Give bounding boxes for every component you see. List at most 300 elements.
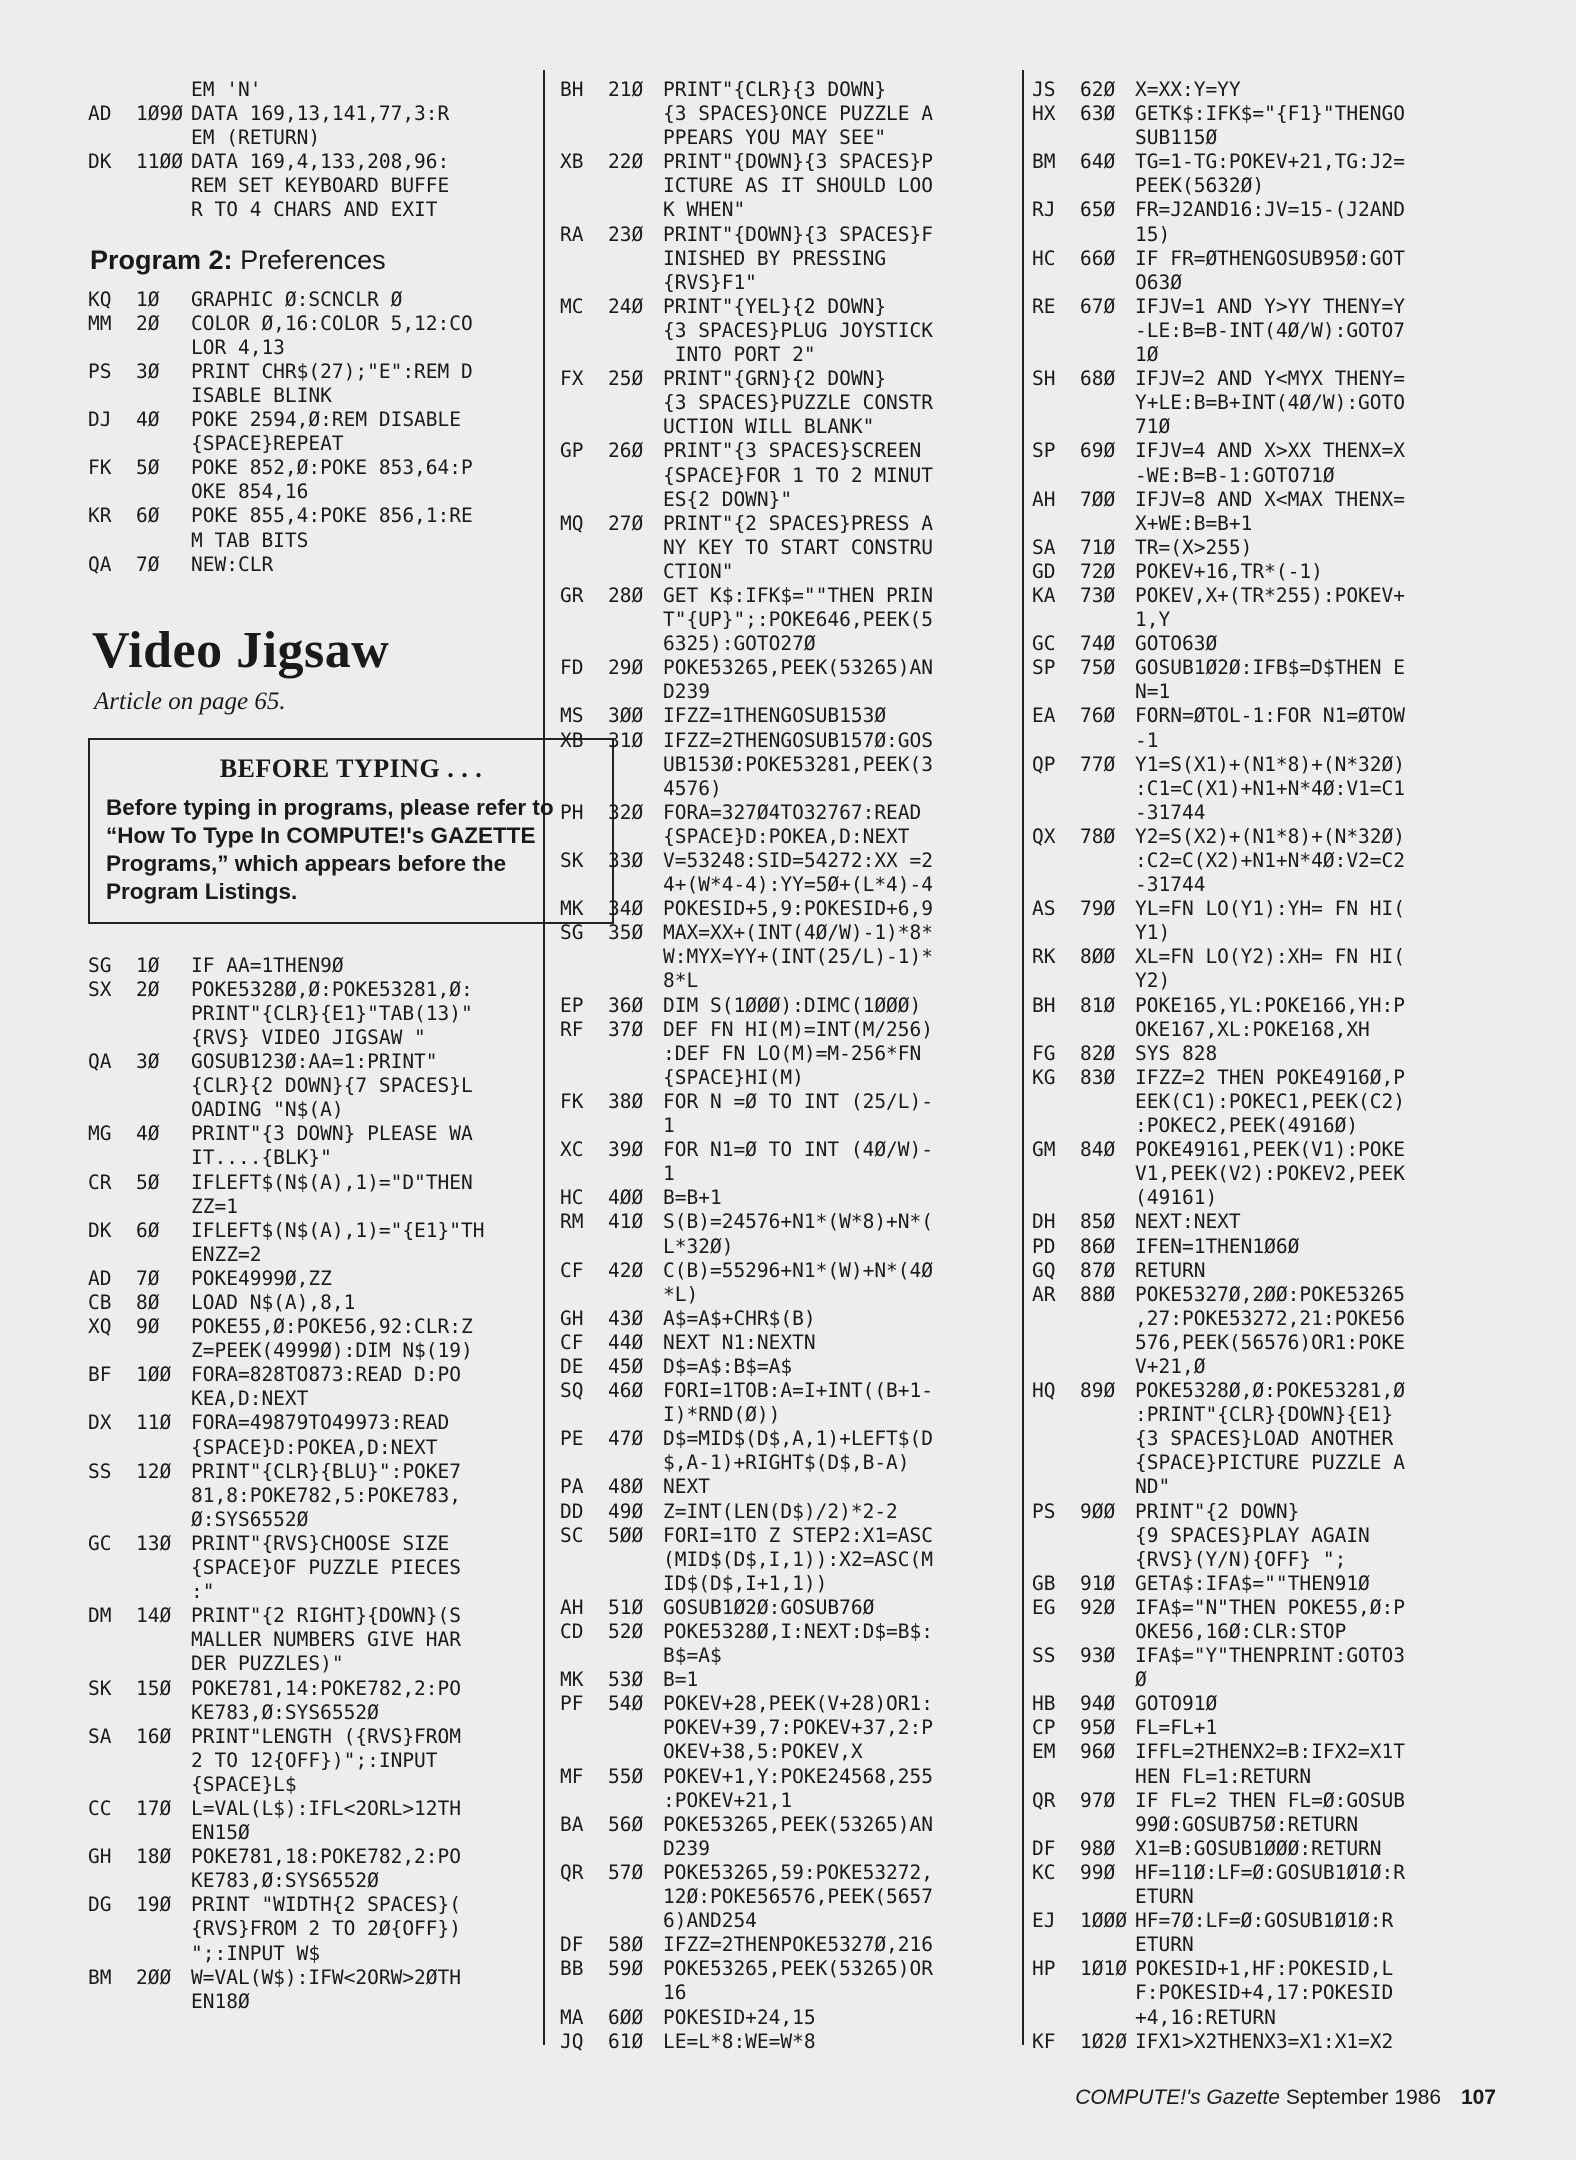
code-text: POKE4999Ø,ZZ [191,1266,332,1290]
line-number: 4Ø [136,408,160,432]
line-number: 81Ø [1080,993,1116,1017]
code-text: LOR 4,13 [191,335,285,359]
code-line [88,1195,528,1219]
code-text: KE783,Ø:SYS6552Ø [191,1700,379,1724]
line-number: 72Ø [1080,559,1116,583]
code-line [560,367,1040,391]
code-line [88,288,528,312]
code-text: C(B)=55296+N1*(W)+N*(4Ø [663,1258,934,1282]
code-text: RETURN [1135,1258,1206,1282]
line-number: 47Ø [608,1427,644,1451]
code-line [88,336,528,360]
code-line [560,1066,1040,1090]
checksum: RF [560,1017,584,1041]
code-text: Y+LE:B=B+INT(4Ø/W):GOTO [1135,391,1406,415]
code-line [88,1411,528,1435]
code-line [1032,825,1512,849]
code-text: DER PUZZLES)" [191,1652,344,1676]
code-line [88,1002,528,1026]
line-number: 34Ø [608,897,644,921]
line-number: 15Ø [136,1676,172,1700]
code-line [88,1966,528,1990]
code-line [560,174,1040,198]
code-line [560,1524,1040,1548]
code-line [560,1162,1040,1186]
checksum: CF [560,1258,584,1282]
checksum: CP [1032,1716,1056,1740]
code-line [560,1885,1040,1909]
code-line [1032,2030,1512,2054]
code-line [1032,1909,1512,1933]
line-number: 95Ø [1080,1716,1116,1740]
code-text: POKESID+1,HF:POKESID,L [1135,1957,1394,1981]
line-number: 44Ø [608,1330,644,1354]
code-text: B$=A$ [663,1644,722,1668]
code-line [1032,271,1512,295]
line-number: 63Ø [1080,102,1116,126]
before-typing-title: BEFORE TYPING . . . [219,753,483,783]
code-text: Y1) [1135,921,1171,945]
line-number: 53Ø [608,1668,644,1692]
line-number: 77Ø [1080,752,1116,776]
code-text: LE=L*8:WE=W*8 [663,2029,816,2053]
checksum: AH [1032,487,1056,511]
line-number: 97Ø [1080,1788,1116,1812]
checksum: DH [1032,1210,1056,1234]
code-text: X1=B:GOSUB1ØØØ:RETURN [1135,1836,1382,1860]
code-text: PRINT"LENGTH ({RVS}FROM [191,1724,462,1748]
code-line [560,319,1040,343]
line-number: 23Ø [608,222,644,246]
code-line [88,954,528,978]
code-text: IFFL=2THENX2=B:IFX2=X1T [1135,1740,1406,1764]
code-line [88,1604,528,1628]
video-jigsaw-listing-part2 [560,78,1040,2054]
code-line [1032,1018,1512,1042]
code-text: -1 [1135,728,1159,752]
line-number: 19Ø [136,1893,172,1917]
code-text: PRINT"{CLR}{3 DOWN} [663,78,887,101]
code-line [1032,656,1512,680]
code-text: (49161) [1135,1186,1218,1210]
line-number: 54Ø [608,1692,644,1716]
code-text: HF=11Ø:LF=Ø:GOSUB1Ø1Ø:R [1135,1860,1406,1884]
code-line [560,415,1040,439]
code-text: EN18Ø [191,1989,250,2013]
code-text: NEW:CLR [191,552,274,576]
code-line [1032,174,1512,198]
code-text: SUB115Ø [1135,126,1218,150]
code-line [1032,1861,1512,1885]
code-line [88,1387,528,1411]
code-line [88,1219,528,1243]
code-line [560,1740,1040,1764]
code-text: HEN FL=1:RETURN [1135,1764,1312,1788]
video-jigsaw-listing-part3 [1032,78,1512,2054]
code-text: HF=7Ø:LF=Ø:GOSUB1Ø1Ø:R [1135,1909,1394,1933]
code-text: {3 SPACES}ONCE PUZZLE A [663,102,934,126]
code-text: TG=1-TG:POKEV+21,TG:J2= [1135,150,1406,174]
code-line [88,150,528,174]
code-line [1032,1186,1512,1210]
code-text: POKE781,18:POKE782,2:PO [191,1845,462,1869]
code-text: {3 SPACES}PLUG JOYSTICK [663,318,934,342]
checksum: DJ [88,408,112,432]
code-line [1032,512,1512,536]
page-footer [1075,2086,1496,2110]
line-number: 36Ø [608,993,644,1017]
checksum: AS [1032,897,1056,921]
code-line [560,102,1040,126]
code-text: IFLEFT$(N$(A),1)="D"THEN [191,1170,473,1194]
code-text: IFEN=1THEN1Ø6Ø [1135,1234,1300,1258]
code-text: FORN=ØTOL-1:FOR N1=ØTOW [1135,704,1406,728]
line-number: 5ØØ [608,1523,644,1547]
code-line [560,78,1040,102]
line-number: 91Ø [1080,1571,1116,1595]
code-text: POKE49161,PEEK(V1):POKE [1135,1138,1406,1162]
code-text: FORA=327Ø4TO32767:READ [663,800,922,824]
code-line [88,553,528,577]
code-line [1032,1138,1512,1162]
code-line [88,312,528,336]
code-text: FORA=828TO873:READ D:PO [191,1363,462,1387]
code-text: {SPACE}HI(M) [663,1065,804,1089]
checksum: GP [560,439,584,463]
code-text: Z=PEEK(4999Ø):DIM N$(19) [191,1339,473,1363]
code-text: IT....{BLK}" [191,1146,332,1170]
line-number: 21Ø [608,78,644,101]
code-line [1032,1596,1512,1620]
code-line [560,729,1040,753]
code-text: EEK(C1):POKEC1,PEEK(C2) [1135,1089,1406,1113]
line-number: 98Ø [1080,1836,1116,1860]
code-line [88,1893,528,1917]
code-text: $,A-1)+RIGHT$(D$,B-A) [663,1451,910,1475]
checksum: DF [560,1933,584,1957]
code-text: PRINT"{2 SPACES}PRESS A [663,511,934,535]
video-jigsaw-listing-part1 [88,954,528,2014]
line-number: 35Ø [608,921,644,945]
code-text: FORI=1TO Z STEP2:X1=ASC [663,1523,934,1547]
code-text: POKESID+24,15 [663,2005,816,2029]
code-line [1032,1451,1512,1475]
code-text: POKE5327Ø,2ØØ:POKE53265 [1135,1282,1406,1306]
line-number: 84Ø [1080,1138,1116,1162]
code-text: 1 [663,1162,675,1186]
checksum: MK [560,897,584,921]
code-text: W=VAL(W$):IFW<2ORW>2ØTH [191,1965,462,1989]
checksum: EP [560,993,584,1017]
line-number: 22Ø [608,150,644,174]
page-number: 107 [1460,2086,1496,2109]
code-text: ETURN [1135,1933,1194,1957]
code-text: R TO 4 CHARS AND EXIT [191,198,438,222]
code-line [1032,1524,1512,1548]
code-line [1032,777,1512,801]
code-text: F:POKESID+4,17:POKESID [1135,1981,1394,2005]
checksum: KA [1032,583,1056,607]
code-text: EM 'N' [191,78,262,101]
checksum: GD [1032,559,1056,583]
code-line [88,1821,528,1845]
line-number: 64Ø [1080,150,1116,174]
code-text: ENZZ=2 [191,1242,262,1266]
line-number: 9ØØ [1080,1499,1116,1523]
code-line [1032,319,1512,343]
checksum: RM [560,1210,584,1234]
checksum: HX [1032,102,1056,126]
code-text: FL=FL+1 [1135,1716,1218,1740]
code-line [88,1146,528,1170]
code-text: FORI=1TOB:A=I+INT((B+1- [663,1379,934,1403]
line-number: 25Ø [608,367,644,391]
code-line [560,198,1040,222]
line-number: 3Ø [136,359,160,383]
line-number: 43Ø [608,1306,644,1330]
line-number: 94Ø [1080,1692,1116,1716]
code-line [88,102,528,126]
checksum: RK [1032,945,1056,969]
code-line [560,897,1040,921]
code-text: K WHEN" [663,198,746,222]
line-number: 7Ø [136,552,160,576]
code-text: PRINT"{2 DOWN} [1135,1499,1300,1523]
code-text: 15) [1135,222,1171,246]
code-text: 6325):GOTO27Ø [663,632,816,656]
line-number: 99Ø [1080,1860,1116,1884]
checksum: PS [1032,1499,1056,1523]
code-line [560,2006,1040,2030]
code-line [1032,2006,1512,2030]
line-number: 42Ø [608,1258,644,1282]
line-number: 2Ø [136,977,160,1001]
footer-issue: September 1986 [1285,2086,1442,2109]
line-number: 1Ø1Ø [1080,1957,1127,1981]
line-number: 1Ø [136,953,160,977]
code-line [1032,343,1512,367]
code-line [1032,223,1512,247]
code-text: *L) [663,1282,699,1306]
code-text: ES{2 DOWN}" [663,487,793,511]
checksum: HP [1032,1957,1056,1981]
code-text: PRINT"{CLR}{BLU}":POKE7 [191,1459,462,1483]
line-number: 83Ø [1080,1065,1116,1089]
code-text: {SPACE}OF PUZZLE PIECES [191,1556,462,1580]
program2-heading-lead: Program 2: [90,244,233,275]
code-line [560,1042,1040,1066]
code-text: IFJV=1 AND Y>YY THENY=Y [1135,294,1406,318]
code-text: PRINT "WIDTH{2 SPACES}( [191,1893,462,1917]
code-line [88,360,528,384]
before-typing-box [88,738,614,924]
checksum: SC [560,1523,584,1547]
checksum: EA [1032,704,1056,728]
line-number: 1Ø [136,287,160,311]
code-line [88,529,528,553]
code-line [88,1580,528,1604]
checksum: SQ [560,1379,584,1403]
checksum: CC [88,1796,112,1820]
checksum: BM [88,1965,112,1989]
code-text: {RVS} VIDEO JIGSAW " [191,1025,426,1049]
before-typing-body: Before typing in programs, please refer to “How To Type In COMPUTE!'s GAZETTE Programs,” which appears before the Program Listings. [106,794,554,904]
code-line [560,1379,1040,1403]
code-line [1032,488,1512,512]
code-text: PRINT"{DOWN}{3 SPACES}F [663,222,934,246]
code-text: FR=J2AND16:JV=15-(J2AND [1135,198,1406,222]
code-line [560,1259,1040,1283]
checksum: EJ [1032,1909,1056,1933]
code-line [88,1701,528,1725]
checksum: MC [560,294,584,318]
code-text: DATA 169,4,133,208,96: [191,150,450,174]
code-line [88,1869,528,1893]
code-line [1032,1210,1512,1234]
checksum: PD [1032,1234,1056,1258]
code-text: NEXT [663,1475,710,1499]
code-text: IFZZ=2THENGOSUB157Ø:GOS [663,728,934,752]
code-line [560,464,1040,488]
line-number: 86Ø [1080,1234,1116,1258]
code-text: KE783,Ø:SYS6552Ø [191,1869,379,1893]
code-text: 4+(W*4-4):YY=5Ø+(L*4)-4 [663,873,934,897]
code-text: :C2=C(X2)+N1+N*4Ø:V2=C2 [1135,849,1406,872]
line-number: 55Ø [608,1764,644,1788]
code-line [560,608,1040,632]
line-number: 3Ø [136,1050,160,1074]
code-text: PRINT"{3 DOWN} PLEASE WA [191,1122,473,1146]
code-text: POKE 855,4:POKE 856,1:RE [191,504,473,528]
line-number: 67Ø [1080,294,1116,318]
code-line [88,1098,528,1122]
line-number: 87Ø [1080,1258,1116,1282]
code-text: {9 SPACES}PLAY AGAIN [1135,1523,1370,1547]
checksum: QR [560,1860,584,1884]
checksum: XC [560,1138,584,1162]
code-text: B=B+1 [663,1186,722,1210]
code-text: ND" [1135,1475,1171,1499]
code-line [560,247,1040,271]
code-text: {SPACE}FOR 1 TO 2 MINUT [663,463,934,487]
checksum: SK [560,849,584,872]
code-text: GOTO91Ø [1135,1692,1218,1716]
article-subtitle: Article on page 65. [94,687,286,715]
code-text: {SPACE}L$ [191,1772,297,1796]
code-line [1032,102,1512,126]
code-text: D239 [663,1836,710,1860]
code-text: A$=A$+CHR$(B) [663,1306,816,1330]
code-line [560,849,1040,873]
code-text: ETURN [1135,1885,1194,1909]
line-number: 52Ø [608,1620,644,1643]
code-text: V1,PEEK(V2):POKEV2,PEEK [1135,1162,1406,1186]
code-text: XL=FN LO(Y2):XH= FN HI( [1135,945,1406,969]
code-text: +4,16:RETURN [1135,2005,1276,2029]
code-line [1032,295,1512,319]
code-line [1032,1548,1512,1572]
code-line [560,488,1040,512]
checksum: DK [88,1218,112,1242]
line-number: 75Ø [1080,656,1116,680]
code-line [1032,150,1512,174]
line-number: 61Ø [608,2029,644,2053]
code-text: IFJV=8 AND X<MAX THENX= [1135,487,1406,511]
code-text: PRINT CHR$(27);"E":REM D [191,359,473,383]
code-text: (MID$(D$,I,1)):X2=ASC(M [663,1547,934,1571]
checksum: PF [560,1692,584,1716]
code-text: ISABLE BLINK [191,383,332,407]
code-text: GOSUB1Ø2Ø:GOSUB76Ø [663,1595,875,1619]
checksum: DF [1032,1836,1056,1860]
code-text: L*32Ø) [663,1234,734,1258]
code-line [1032,608,1512,632]
checksum: GQ [1032,1258,1056,1282]
code-line [1032,126,1512,150]
checksum: EM [1032,1740,1056,1764]
checksum: SG [88,953,112,977]
checksum: KQ [88,287,112,311]
code-text: OADING "N$(A) [191,1098,344,1122]
code-text: W:MYX=YY+(INT(25/L)-1)* [663,945,934,969]
code-line [88,1725,528,1749]
code-line [560,753,1040,777]
checksum: HB [1032,1692,1056,1716]
code-text: PPEARS YOU MAY SEE" [663,126,887,150]
code-line [88,198,528,222]
line-number: 31Ø [608,728,644,752]
code-text: Y2=S(X2)+(N1*8)+(N*32Ø) [1135,824,1406,848]
code-line [1032,1379,1512,1403]
code-line [560,1475,1040,1499]
code-text: N=1 [1135,680,1171,704]
code-line [560,1018,1040,1042]
program2-listing [88,288,528,577]
checksum: QR [1032,1788,1056,1812]
code-line [560,343,1040,367]
code-line [560,1837,1040,1861]
code-line [88,1363,528,1387]
checksum: DG [88,1893,112,1917]
code-text: 12Ø:POKE56576,PEEK(5657 [663,1885,934,1909]
checksum: MK [560,1668,584,1692]
checksum: DK [88,150,112,174]
code-text: POKE5328Ø,Ø:POKE53281,Ø: [191,977,473,1001]
line-number: 6ØØ [608,2005,644,2029]
code-text: M TAB BITS [191,528,309,552]
line-number: 2Ø [136,311,160,335]
code-line [1032,704,1512,728]
line-number: 93Ø [1080,1644,1116,1668]
line-number: 39Ø [608,1138,644,1162]
checksum: XB [560,728,584,752]
code-text: -LE:B=B-INT(4Ø/W):GOTO7 [1135,318,1406,342]
line-number: 5Ø [136,1170,160,1194]
line-number: 88Ø [1080,1282,1116,1306]
code-text: PRINT"{2 RIGHT}{DOWN}(S [191,1604,462,1628]
code-text: 4576) [663,776,722,800]
code-text: 2 TO 12{OFF})";:INPUT [191,1748,438,1772]
line-number: 6Ø [136,1218,160,1242]
checksum: XQ [88,1315,112,1339]
code-line [1032,1042,1512,1066]
code-line [560,1210,1040,1234]
code-line [560,1548,1040,1572]
code-line [1032,1114,1512,1138]
line-number: 1ØØØ [1080,1909,1127,1933]
line-number: 49Ø [608,1499,644,1523]
code-text: IFLEFT$(N$(A),1)="{E1}"TH [191,1218,485,1242]
